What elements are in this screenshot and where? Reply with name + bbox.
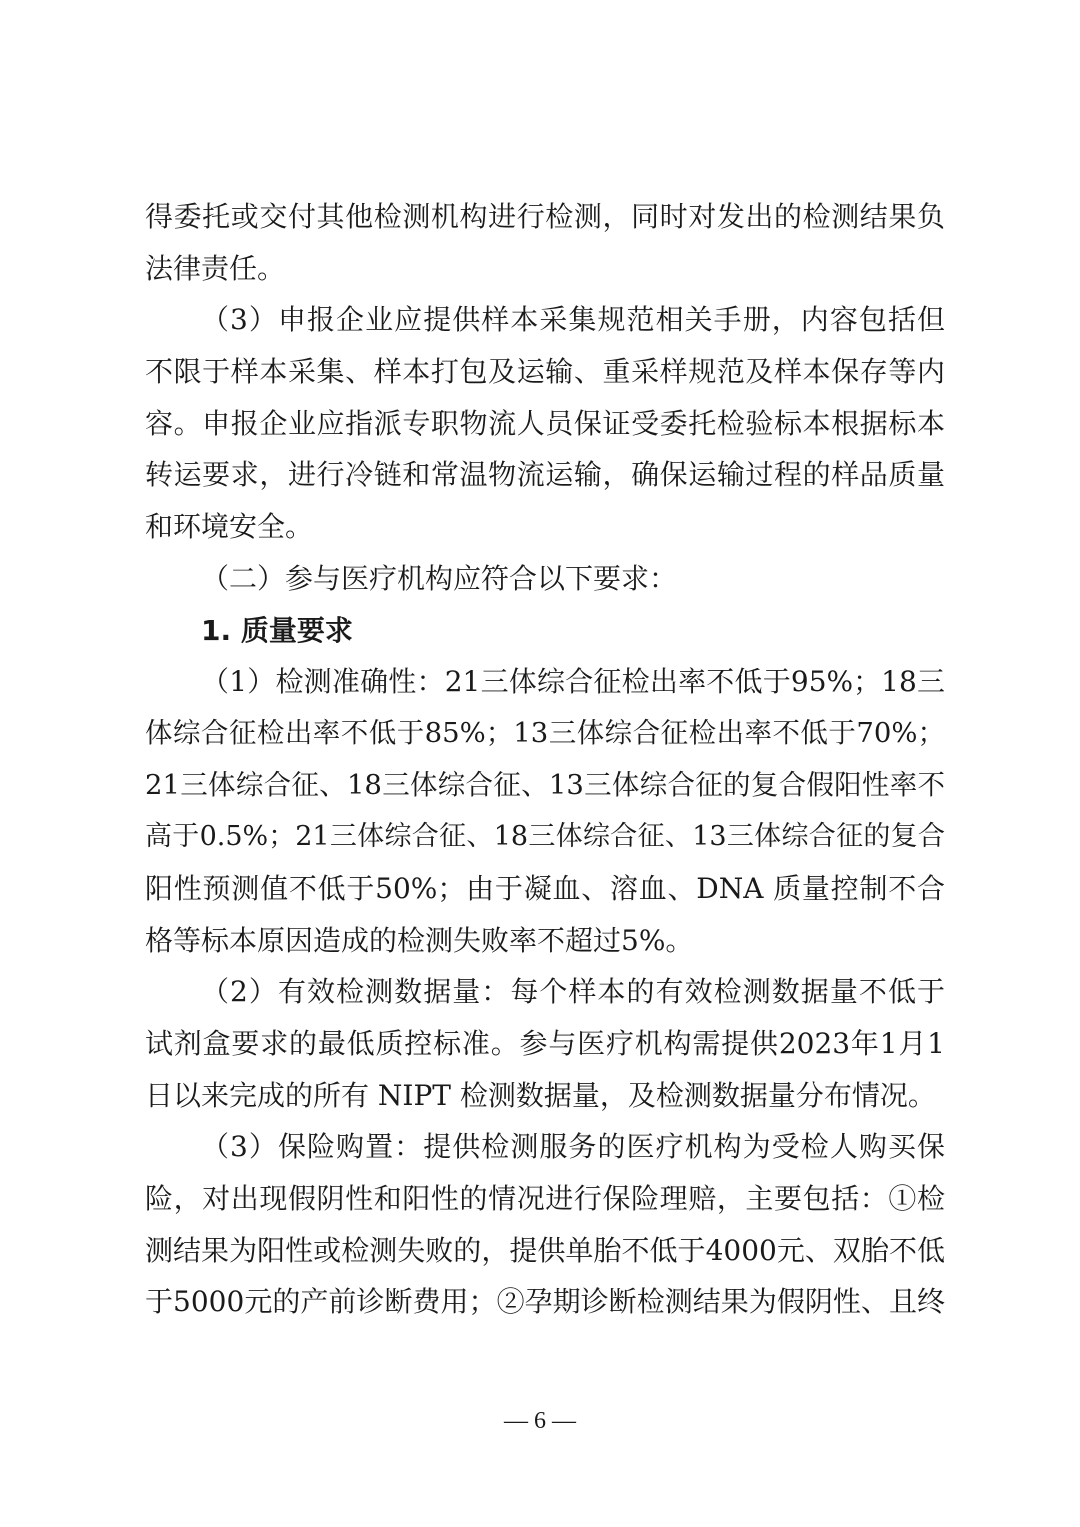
paragraph-line: 容。申报企业应指派专职物流人员保证受委托检验标本根据标本 bbox=[145, 406, 945, 440]
paragraph-line: （2）有效检测数据量：每个样本的有效检测数据量不低于 bbox=[201, 975, 945, 1009]
paragraph-line: 日以来完成的所有 NIPT 检测数据量，及检测数据量分布情况。 bbox=[145, 1078, 936, 1112]
paragraph-line: 格等标本原因造成的检测失败率不超过5%。 bbox=[145, 923, 694, 957]
subsection-heading: 1. 质量要求 bbox=[201, 613, 353, 647]
section-heading: （二）参与医疗机构应符合以下要求： bbox=[201, 561, 678, 595]
paragraph-line: （3）保险购置：提供检测服务的医疗机构为受检人购买保 bbox=[201, 1130, 945, 1164]
paragraph-line: （3）申报企业应提供样本采集规范相关手册，内容包括但 bbox=[201, 303, 945, 337]
paragraph-line: 得委托或交付其他检测机构进行检测，同时对发出的检测结果负 bbox=[145, 200, 945, 233]
paragraph-line: 不限于样本采集、样本打包及运输、重采样规范及样本保存等内 bbox=[145, 355, 945, 389]
paragraph-line: 测结果为阳性或检测失败的，提供单胎不低于4000元、双胎不低 bbox=[145, 1233, 945, 1267]
paragraph-line: 试剂盒要求的最低质控标准。参与医疗机构需提供2023年1月1 bbox=[145, 1027, 945, 1060]
paragraph-line: 高于0.5%；21三体综合征、18三体综合征、13三体综合征的复合 bbox=[145, 821, 945, 853]
paragraph-line: 险，对出现假阴性和阳性的情况进行保险理赔，主要包括：①检 bbox=[145, 1182, 945, 1216]
document-body bbox=[145, 191, 945, 1328]
paragraph-line: 21三体综合征、18三体综合征、13三体综合征的复合假阳性率不 bbox=[145, 768, 945, 801]
paragraph-line: 于5000元的产前诊断费用；②孕期诊断检测结果为假阴性、且终 bbox=[145, 1285, 945, 1319]
page-number: — 6 — bbox=[504, 1408, 576, 1434]
paragraph-line: （1）检测准确性：21三体综合征检出率不低于95%；18三 bbox=[201, 665, 945, 699]
paragraph-line: 转运要求，进行冷链和常温物流运输，确保运输过程的样品质量 bbox=[145, 458, 945, 492]
paragraph-line: 和环境安全。 bbox=[145, 510, 314, 544]
paragraph-line: 阳性预测值不低于50%；由于凝血、溶血、DNA 质量控制不合 bbox=[145, 871, 945, 905]
paragraph-line: 法律责任。 bbox=[145, 251, 286, 285]
paragraph-line: 体综合征检出率不低于85%；13三体综合征检出率不低于70%； bbox=[145, 716, 945, 749]
